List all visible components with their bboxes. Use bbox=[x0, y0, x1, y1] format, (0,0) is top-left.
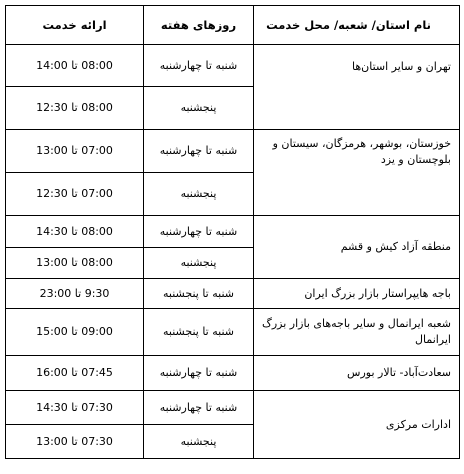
table-row bbox=[6, 356, 460, 391]
table-row bbox=[6, 130, 460, 173]
hours-cell: 07:00 تا 12:30 bbox=[6, 173, 144, 216]
days-cell: پنجشنبه bbox=[144, 87, 254, 130]
hours-cell: 08:00 تا 14:30 bbox=[6, 216, 144, 248]
hours-cell: 07:45 تا 16:00 bbox=[6, 356, 144, 391]
table-row bbox=[6, 391, 460, 425]
days-cell: شنبه تا چهارشنبه bbox=[144, 45, 254, 87]
days-cell: شنبه تا پنجشنبه bbox=[144, 279, 254, 309]
hours-cell: 07:30 تا 14:30 bbox=[6, 391, 144, 425]
hours-cell: 07:30 تا 13:00 bbox=[6, 425, 144, 459]
hours-cell: 08:00 تا 13:00 bbox=[6, 248, 144, 279]
location-cell: سعادت‌آباد- تالار بورس bbox=[254, 356, 460, 391]
days-cell: شنبه تا چهارشنبه bbox=[144, 216, 254, 248]
days-cell: شنبه تا پنجشنبه bbox=[144, 309, 254, 356]
header-row bbox=[6, 6, 460, 45]
hours-cell: 08:00 تا 14:00 bbox=[6, 45, 144, 87]
header-days: روزهای هفته bbox=[144, 6, 254, 45]
location-cell: شعبه ایرانمال و سایر باجه‌های بازار بزرگ ایرانمال bbox=[254, 309, 460, 356]
service-hours-table bbox=[5, 5, 460, 459]
location-cell: منطقه آزاد کیش و قشم bbox=[254, 216, 460, 279]
days-cell: شنبه تا چهارشنبه bbox=[144, 356, 254, 391]
table-row bbox=[6, 216, 460, 248]
table-row bbox=[6, 45, 460, 87]
header-location: نام استان/ شعبه/ محل خدمت bbox=[254, 6, 460, 45]
table-row bbox=[6, 279, 460, 309]
location-cell: تهران و سایر استان‌ها bbox=[254, 45, 460, 130]
days-cell: پنجشنبه bbox=[144, 173, 254, 216]
days-cell: شنبه تا چهارشنبه bbox=[144, 130, 254, 173]
location-cell: ادارات مرکزی bbox=[254, 391, 460, 459]
days-cell: پنجشنبه bbox=[144, 425, 254, 459]
location-cell: باجه هایپراستار بازار بزرگ ایران bbox=[254, 279, 460, 309]
hours-cell: 07:00 تا 13:00 bbox=[6, 130, 144, 173]
hours-cell: 08:00 تا 12:30 bbox=[6, 87, 144, 130]
header-hours: ارائه خدمت bbox=[6, 6, 144, 45]
location-cell: خوزستان، بوشهر، هرمزگان، سیستان و بلوچستان و یزد bbox=[254, 130, 460, 216]
hours-cell: 09:00 تا 15:00 bbox=[6, 309, 144, 356]
days-cell: پنجشنبه bbox=[144, 248, 254, 279]
days-cell: شنبه تا چهارشنبه bbox=[144, 391, 254, 425]
hours-cell: 9:30 تا 23:00 bbox=[6, 279, 144, 309]
table-row bbox=[6, 309, 460, 356]
